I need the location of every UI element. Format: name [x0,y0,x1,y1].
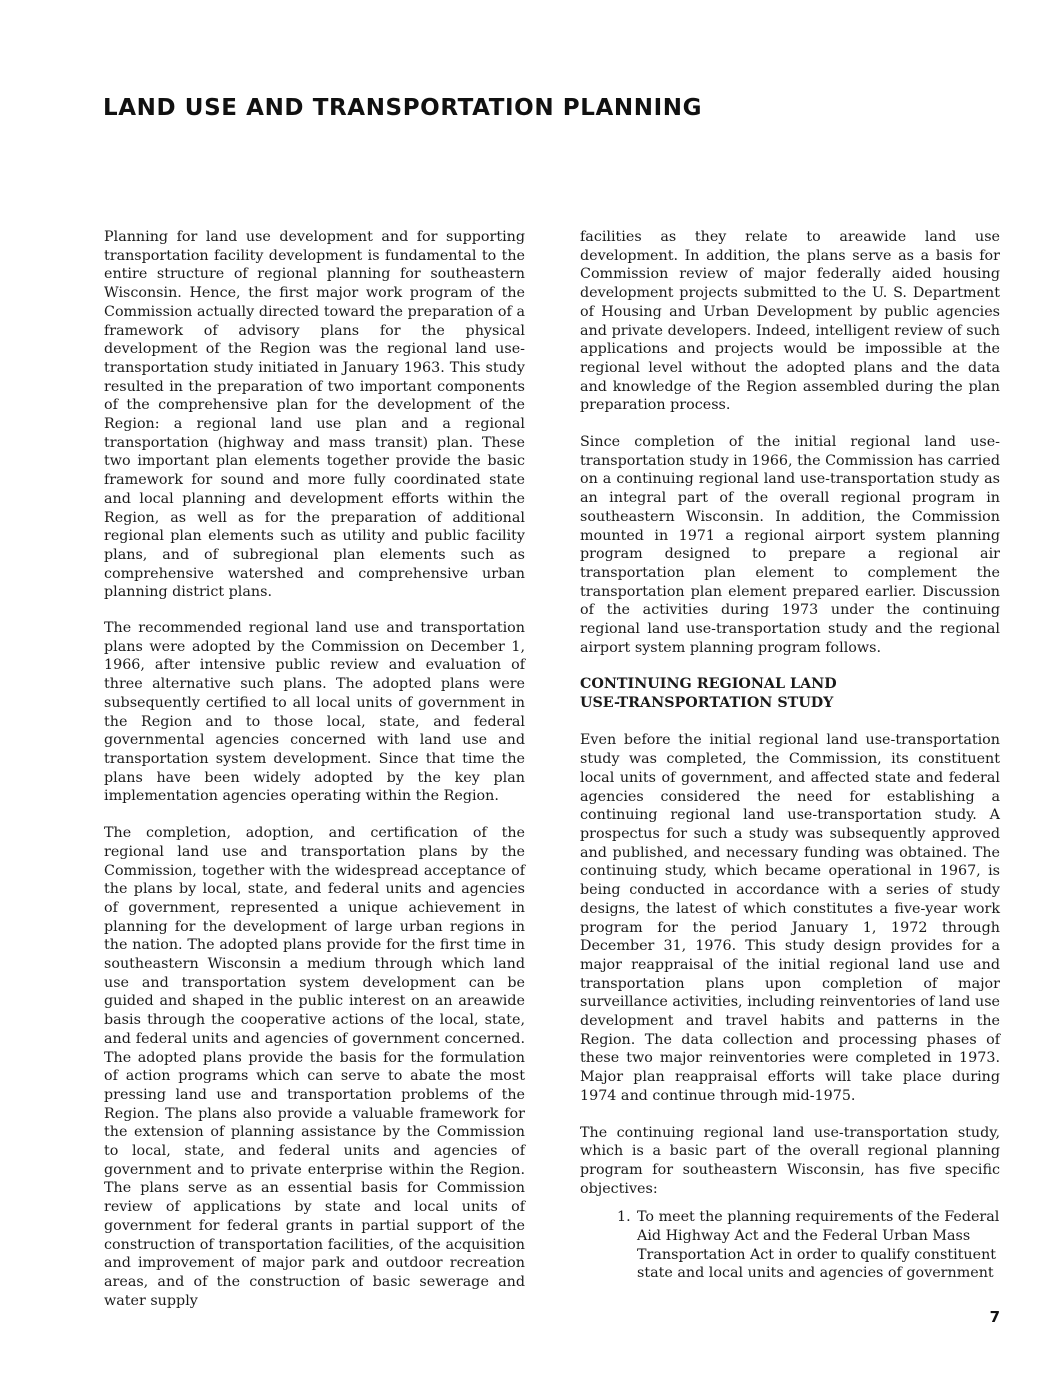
facilities-paragraph: facilities as they relate to areawide land use development. In addition, the plans serve as a basis for Commission review of major federally aided housing development projects submitted to the U. S. Department of Housing and Urban Development by public agencies and private developers. Indeed, intelligent review of such applications and projects would be impossible at the regional level without the adopted plans and the data and knowledge of the Region assembled during the plan preparation process. [580,229,1000,414]
list-item [580,1208,1000,1283]
section-heading-line: USE-TRANSPORTATION STUDY [580,695,834,712]
page-number: 7 [989,1308,1000,1326]
page-title: LAND USE AND TRANSPORTATION PLANNING [103,95,703,121]
plans-adopted-paragraph: The recommended regional land use and transportation plans were adopted by the Commission on December 1, 1966, after intensive public review and evaluation of three alternative such plans. The adopted plans were subsequently certified to all local units of government in the Region and to those local, state, and federal governmental agencies concerned with land use and transportation system development. Since that time the plans have been widely adopted by the key plan implementation agencies operating within the Region. [104,620,525,805]
list-item-text: To meet the planning requirements of the Federal Aid Highway Act and the Federal Urban Mass Transportation Act in order to qualify constituent state and local units and agencies of government [637,1209,1000,1282]
section-heading [580,675,1000,713]
intro-paragraph: Planning for land use development and for supporting transportation facility development is fundamental to the entire structure of regional planning for southeastern Wisconsin. Hence, the first major work program of the Commission actually directed toward the preparation of a framework of advisory plans for the physical development of the Region was the regional land use-transportation study initiated in January 1963. This study resulted in the preparation of two important components of the comprehensive plan for the development of the Region: a regional land use plan and a regional transportation (highway and mass transit) plan. These two important plan elements together provide the basic framework for sound and more fully coordinated state and local planning and development efforts within the Region, as well as for the preparation of additional regional plan elements such as utility and public facility plans, and of subregional plan elements such as comprehensive watershed and comprehensive urban planning district plans. [104,229,525,601]
plans-achievement-paragraph: The completion, adoption, and certification of the regional land use and transportation plans by the Commission, together with the widespread acceptance of the plans by local, state, and federal units and agencies of government, represented a unique achievement in planning for the development of large urban regions in the nation. The adopted plans provide for the first time in southeastern Wisconsin a medium through which land use and transportation system development can be guided and shaped in the public interest on an areawide basis through the cooperative actions of the local, state, and federal units and agencies of government concerned. The adopted plans provide the basis for the formulation of action programs which can serve to abate the most pressing land use and transportation problems of the Region. The plans also provide a valuable framework for the extension of planning assistance by the Commission to local, state, and federal units and agencies of government and to private enterprise within the Region. The plans serve as an essential basis for Commission review of applications by state and local units of government for federal grants in partial support of the construction of transportation facilities, of the acquisition and improvement of major park and outdoor recreation areas, and of the construction of basic sewerage and water supply [104,825,525,1309]
right-column [580,228,1000,1283]
objectives-intro-paragraph: The continuing regional land use-transportation study, which is a basic part of the overall regional planning program for southeastern Wisconsin, has five specific objectives: [580,1124,1000,1197]
list-item-number: 1. [617,1209,631,1226]
study-history-paragraph: Even before the initial regional land use-transportation study was completed, the Commission, its constituent local units of government, and affected state and federal agencies considered the need for establishing a continuing regional land use-transportation study. A prospectus for such a study was subsequently approved and published, and necessary funding was obtained. The continuing study, which became operational in 1967, is being conducted in accordance with a series of study designs, the latest of which constitutes a five-year work program for the period January 1, 1972 through December 31, 1976. This study design provides for a major reappraisal of the initial regional land use and transportation plans upon completion of major surveillance activities, including reinventories of land use development and travel habits and patterns in the Region. The data collection and processing phases of these two major reinventories were completed in 1973. Major plan reappraisal efforts will take place during 1974 and continue through mid-1975. [580,732,1000,1104]
section-heading-line: CONTINUING REGIONAL LAND [580,676,837,693]
left-column [104,228,525,1328]
continuing-study-paragraph: Since completion of the initial regional land use-transportation study in 1966, the Commission has carried on a continuing regional land use-transportation study as an integral part of the overall regional program in southeastern Wisconsin. In addition, the Commission mounted in 1971 a regional airport system planning program designed to prepare a regional air transportation plan element to complement the transportation plan element prepared earlier. Discussion of the activities during 1973 under the continuing regional land use-transportation study and the regional airport system planning program follows. [580,434,1000,656]
